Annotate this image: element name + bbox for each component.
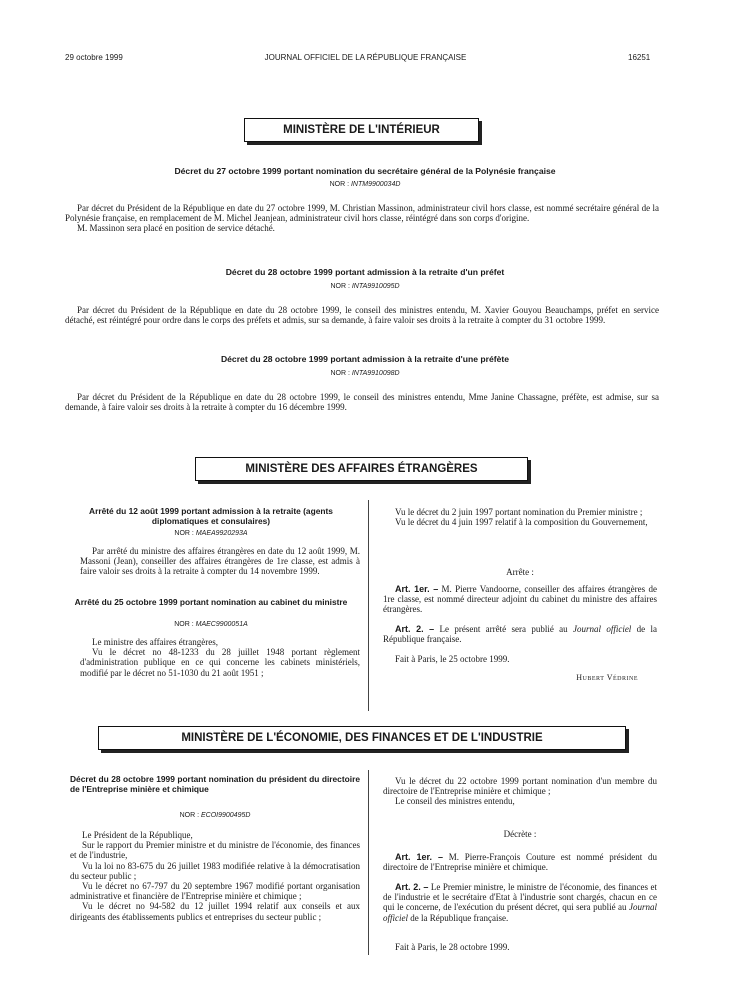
decree-economy-article-1: Art. 1er. – M. Pierre-François Couture est nommé président du directoire de l'Entreprise minière et chimique. <box>383 852 657 873</box>
column-divider <box>368 500 369 711</box>
decree-2-title: Décret du 28 octobre 1999 portant admission à la retraite d'un préfet <box>225 267 505 277</box>
decree-3-title: Décret du 28 octobre 1999 portant admission à la retraite d'une préfète <box>220 354 510 364</box>
header-date: 29 octobre 1999 <box>65 53 123 62</box>
decree-economy-article-2: Art. 2. – Le Premier ministre, le ministre de l'économie, des finances et de l'industrie et le secrétaire d'Etat à l'industrie sont chargés, chacun en ce qui le concerne, de l'exécution du présent décret, qui sera publié au Journal officiel de la République française. <box>383 882 657 923</box>
decree-1-nor: NOR : INTM9900034D <box>329 181 401 188</box>
header-page-number: 16251 <box>628 53 651 62</box>
header-journal-title: JOURNAL OFFICIEL DE LA RÉPUBLIQUE FRANÇAISE <box>264 53 467 62</box>
ministry-interior-heading: MINISTÈRE DE L'INTÉRIEUR <box>244 118 479 142</box>
arrete-article-1: Art. 1er. – M. Pierre Vandoorne, conseiller des affaires étrangères de 1re classe, est nommé directeur adjoint du cabinet du ministre des affaires étrangères. <box>383 584 657 615</box>
column-divider-2 <box>368 770 369 955</box>
decree-economy-done-at: Fait à Paris, le 28 octobre 1999. <box>395 942 510 952</box>
arrete-retirement-title: Arrêté du 12 août 1999 portant admission à la retraite (agents diplomatiques et consulaires) <box>89 506 333 526</box>
decree-economy-title: Décret du 28 octobre 1999 portant nomination du président du directoire de l'Entreprise minière et chimique <box>70 774 360 794</box>
decree-1-title: Décret du 27 octobre 1999 portant nomination du secrétaire général de la Polynésie française <box>174 166 556 176</box>
decree-2-nor: NOR : INTA9910095D <box>330 283 400 290</box>
decree-2-body: Par décret du Président de la République en date du 28 octobre 1999, le conseil des ministres entendu, M. Xavier Gouyou Beauchamps, préfet en service détaché, est réintégré pour ordre dans le corps des préfets et admis, sur sa demande, à faire valoir ses droits à la retraite à compter du 31 octobre 1999. <box>65 305 659 326</box>
decree-keyword: Décrète : <box>503 829 537 839</box>
ministry-economy-heading: MINISTÈRE DE L'ÉCONOMIE, DES FINANCES ET DE L'INDUSTRIE <box>98 726 626 750</box>
signature: Hubert Védrine <box>576 673 638 682</box>
decree-economy-visas-left: Le Président de la République, Sur le rapport du Premier ministre et du ministre de l'économie, des finances et de l'industrie, Vu la loi no 83-675 du 26 juillet 1983 modifiée relative à la démocratisation du secteur public ; Vu le décret no 67-797 du 20 septembre 1967 modifié portant organisation administrative et financière de l'Entreprise minière et chimique ; Vu le décret no 94-582 du 12 juillet 1994 relatif aux conseils et aux dirigeants des établissements publics et entreprises du secteur public ; <box>70 830 360 922</box>
arrete-retirement-nor: NOR : MAEA9920293A <box>174 530 248 537</box>
arrete-cabinet-nor: NOR : MAEC9900051A <box>174 621 248 628</box>
arrete-cabinet-title: Arrêté du 25 octobre 1999 portant nomination au cabinet du ministre <box>74 597 348 607</box>
decree-3-nor: NOR : INTA9910098D <box>330 370 400 377</box>
decree-economy-visas-right: Vu le décret du 22 octobre 1999 portant nomination d'un membre du directoire de l'Entreprise minière et chimique ; Le conseil des ministres entendu, <box>383 776 657 807</box>
decree-3-body: Par décret du Président de la République en date du 28 octobre 1999, le conseil des ministres entendu, Mme Janine Chassagne, préfète, est admise, sur sa demande, à faire valoir ses droits à la retraite à compter du 16 décembre 1999. <box>65 392 659 413</box>
arrete-cabinet-visas: Vu le décret du 2 juin 1997 portant nomination du Premier ministre ; Vu le décret du 4 juin 1997 relatif à la composition du Gouvernement, <box>395 507 648 528</box>
arrete-article-2: Art. 2. – Le présent arrêté sera publié au Journal officiel de la République française. <box>383 624 657 645</box>
arrete-done-at: Fait à Paris, le 25 octobre 1999. <box>395 654 510 664</box>
arrete-retirement-body: Par arrêté du ministre des affaires étrangères en date du 12 août 1999, M. Massoni (Jean), conseiller des affaires étrangères de 1re classe, est admis à faire valoir ses droits à la retraite à compter du 14 novembre 1999. <box>80 546 360 577</box>
arrete-keyword: Arrête : <box>506 567 534 577</box>
ministry-foreign-heading: MINISTÈRE DES AFFAIRES ÉTRANGÈRES <box>195 457 528 481</box>
decree-economy-nor: NOR : ECOI9900495D <box>179 812 251 819</box>
arrete-cabinet-body: Le ministre des affaires étrangères, Vu le décret no 48-1233 du 28 juillet 1948 portant règlement d'administration publique en ce qui concerne les cabinets ministériels, modifié par le décret no 51-1030 du 21 août 1951 ; <box>80 637 360 678</box>
decree-1-body: Par décret du Président de la République en date du 27 octobre 1999, M. Christian Massinon, administrateur civil hors classe, est nommé secrétaire général de la Polynésie française, en remplacement de M. Michel Jeanjean, administrateur civil hors classe, réintégré dans son corps d'origine. M. Massinon sera placé en position de service détaché. <box>65 203 659 234</box>
